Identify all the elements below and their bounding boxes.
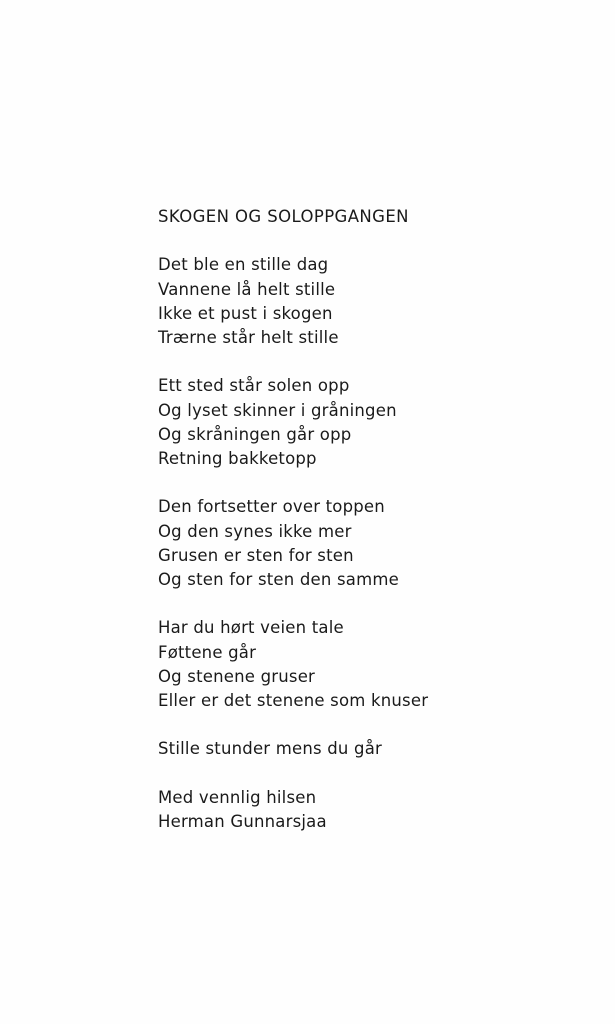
poem-title: SKOGEN OG SOLOPPGANGEN xyxy=(158,207,409,226)
poem-line: Og lyset skinner i gråningen xyxy=(158,400,397,420)
closing-greeting: Med vennlig hilsen xyxy=(158,787,317,807)
stanza-2 xyxy=(158,374,598,471)
stanza-5 xyxy=(158,737,598,761)
stanza-1 xyxy=(158,253,598,350)
poem-line: Vannene lå helt stille xyxy=(158,279,336,299)
stanza-4 xyxy=(158,616,598,713)
poem-line: Ett sted står solen opp xyxy=(158,376,350,396)
poem-line: Og den synes ikke mer xyxy=(158,521,352,541)
poem xyxy=(158,205,598,834)
poem-line: Den fortsetter over toppen xyxy=(158,497,385,517)
poem-line: Og skråningen går opp xyxy=(158,424,352,444)
stanza-3 xyxy=(158,495,598,592)
poem-line: Og stenene gruser xyxy=(158,666,316,686)
poem-line: Føttene går xyxy=(158,642,257,662)
poem-line: Trærne står helt stille xyxy=(158,328,339,347)
poem-line: Ikke et pust i skogen xyxy=(158,303,333,323)
signature-block xyxy=(158,786,598,834)
poem-line: Har du hørt veien tale xyxy=(158,618,344,638)
author-name: Herman Gunnarsjaa xyxy=(158,811,327,831)
poem-line: Grusen er sten for sten xyxy=(158,545,354,565)
poem-line: Retning bakketopp xyxy=(158,449,317,468)
poem-line: Eller er det stenene som knuser xyxy=(158,691,429,710)
poem-line: Stille stunder mens du går xyxy=(158,739,382,759)
poem-line: Det ble en stille dag xyxy=(158,255,329,275)
poem-line: Og sten for sten den samme xyxy=(158,570,400,589)
